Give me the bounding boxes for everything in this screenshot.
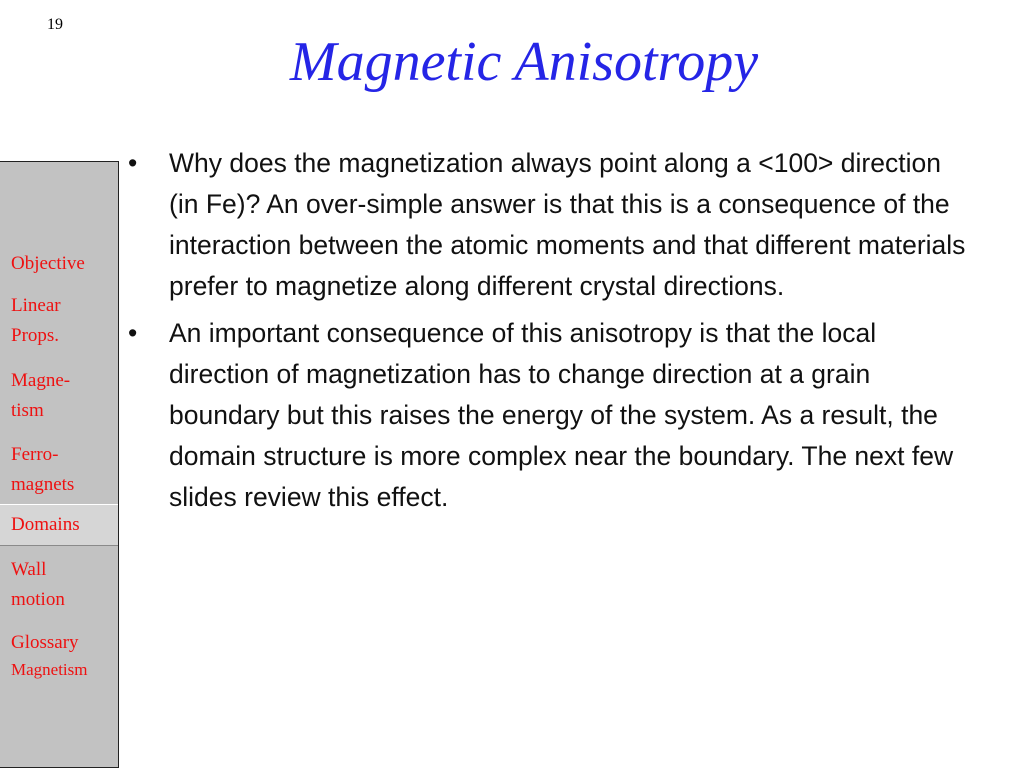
nav-item-label: magnets xyxy=(11,474,75,495)
nav-item-domains[interactable] xyxy=(0,504,118,546)
bullet-text: Why does the magnetization always point along a <100> direction (in Fe)? An over-simple answer is that this is a consequence of the interaction between the atomic moments and that different materials prefer to magnetize along different crystal directions. xyxy=(169,148,966,301)
nav-item-label: Objective xyxy=(11,253,85,274)
slide-title: Magnetic Anisotropy xyxy=(289,31,759,93)
nav-item-objective[interactable] xyxy=(0,249,118,279)
nav-item-ferromagnets[interactable] xyxy=(0,440,118,500)
side-navigation xyxy=(0,161,119,768)
bullet-text: An important consequence of this anisotropy is that the local direction of magnetization has to change direction at a grain boundary but this raises the energy of the system. As a result, the domain structure is more complex near the boundary. The next few slides review this effect. xyxy=(169,318,954,512)
bullet-icon: • xyxy=(128,148,138,178)
nav-item-label: Domains xyxy=(11,514,80,535)
nav-item-glossary-magnetism[interactable] xyxy=(0,628,118,682)
nav-item-label: tism xyxy=(11,400,44,421)
slide-body xyxy=(128,143,973,524)
nav-item-label: Props. xyxy=(11,325,60,346)
slide-number: 19 xyxy=(47,16,63,33)
bullet-point xyxy=(128,143,973,307)
bullet-icon: • xyxy=(128,318,138,348)
nav-item-label: motion xyxy=(11,589,65,610)
nav-item-label: Glossary xyxy=(11,632,79,653)
nav-item-wall-motion[interactable] xyxy=(0,555,118,615)
nav-item-magnetism[interactable] xyxy=(0,366,118,426)
nav-item-label: Linear xyxy=(11,295,61,316)
nav-item-label: Wall xyxy=(11,559,47,580)
bullet-point xyxy=(128,313,973,518)
nav-item-label: Magnetism xyxy=(11,660,88,679)
nav-item-label: Magne- xyxy=(11,370,71,391)
nav-item-label: Ferro- xyxy=(11,444,59,465)
nav-item-linear-props[interactable] xyxy=(0,291,118,351)
